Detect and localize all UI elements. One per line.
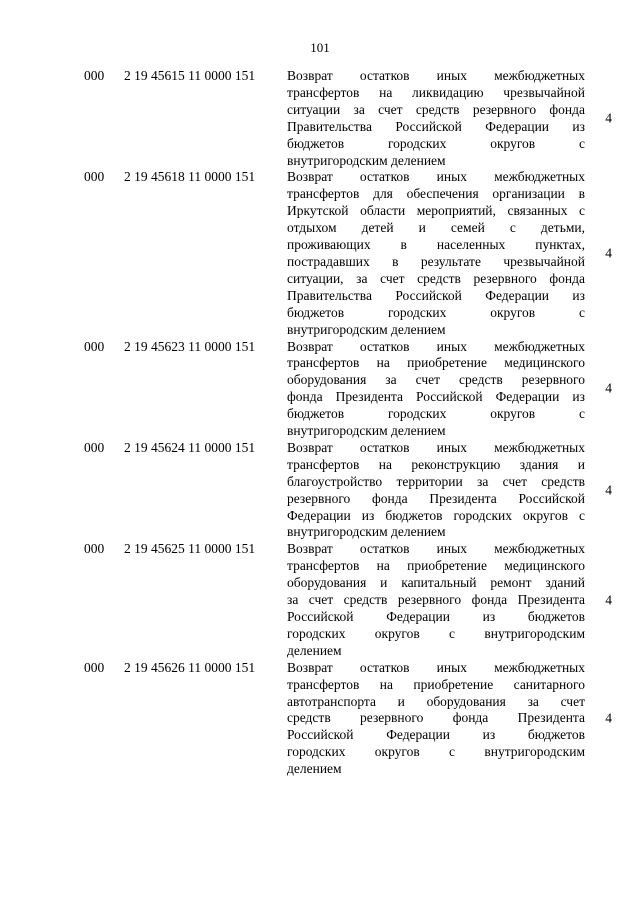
name-line: оборудования и капитальный ремонт зданий [287, 575, 585, 591]
last-column-value: 4 [605, 380, 612, 396]
name-line: Возврат остатков иных межбюджетных [287, 338, 585, 354]
kbk-code: 2 19 45626 11 0000 151 [124, 659, 256, 675]
table-row [0, 339, 640, 440]
revenue-name [287, 660, 585, 778]
name-line: Российской Федерации из бюджетов [287, 609, 585, 624]
revenue-name [287, 68, 585, 169]
name-line: за счет средств резервного фонда Президента [287, 592, 585, 608]
name-line: трансфертов на ликвидацию чрезвычайной [287, 84, 585, 100]
name-line: Федерации из бюджетов городских округов с [287, 507, 585, 523]
name-line: делением [287, 761, 342, 777]
name-line: трансфертов на приобретение медицинского [287, 355, 585, 371]
name-line: фонда Президента Российской Федерации из [287, 389, 585, 405]
name-line: Иркутской области мероприятий, связанных с [287, 203, 585, 219]
name-line: Российской Федерации из бюджетов [287, 727, 585, 743]
name-line: Возврат остатков иных межбюджетных [287, 541, 585, 557]
name-line: бюджетов городских округов с [287, 304, 585, 320]
name-line: отдыхом детей и семей с детьми, [287, 220, 585, 236]
admin-code: 000 [84, 169, 105, 185]
name-line: средств резервного фонда Президента [287, 710, 585, 726]
table-row [0, 169, 640, 338]
page-number: 101 [310, 40, 330, 55]
revenue-name [287, 440, 585, 541]
name-line: Возврат остатков иных межбюджетных [287, 169, 585, 185]
kbk-table [0, 68, 640, 778]
last-column-value: 4 [605, 245, 612, 261]
last-column-value: 4 [605, 710, 612, 726]
admin-code: 000 [84, 541, 105, 557]
name-line: бюджетов городских округов с [287, 406, 585, 422]
last-column-value: 4 [605, 482, 612, 498]
name-line: ситуации за счет средств резервного фонда [287, 101, 585, 117]
name-line: внутригородским делением [287, 423, 446, 439]
name-line: Возврат остатков иных межбюджетных [287, 68, 585, 83]
name-line: трансфертов на реконструкцию здания и [287, 456, 585, 472]
name-line: городских округов с внутригородским [287, 625, 585, 641]
name-line: Правительства Российской Федерации из [287, 287, 585, 303]
name-line: городских округов с внутригородским [287, 744, 585, 760]
table-row [0, 541, 640, 659]
revenue-name [287, 541, 585, 659]
kbk-code: 2 19 45623 11 0000 151 [124, 338, 256, 354]
admin-code: 000 [84, 338, 105, 354]
kbk-code: 2 19 45625 11 0000 151 [124, 541, 256, 557]
name-line: Возврат остатков иных межбюджетных [287, 439, 585, 455]
revenue-name [287, 169, 585, 338]
table-row [0, 660, 640, 778]
admin-code: 000 [84, 659, 105, 675]
name-line: ситуации, за счет средств резервного фонда [287, 270, 585, 286]
name-line: оборудования за счет средств резервного [287, 372, 585, 388]
last-column-value: 4 [605, 110, 612, 126]
name-line: проживающих в населенных пунктах, [287, 237, 585, 253]
name-line: благоустройство территории за счет средств [287, 473, 585, 489]
kbk-code: 2 19 45618 11 0000 151 [124, 169, 256, 185]
name-line: Правительства Российской Федерации из [287, 118, 585, 134]
admin-code: 000 [84, 68, 105, 83]
name-line: трансфертов для обеспечения организации в [287, 186, 585, 202]
revenue-name [287, 339, 585, 440]
table-row [0, 68, 640, 169]
table-row [0, 440, 640, 541]
name-line: делением [287, 642, 342, 658]
name-line: бюджетов городских округов с [287, 135, 585, 151]
name-line: внутригородским делением [287, 152, 446, 168]
name-line: внутригородским делением [287, 524, 446, 540]
name-line: пострадавших в результате чрезвычайной [287, 253, 585, 269]
kbk-code: 2 19 45615 11 0000 151 [124, 68, 256, 83]
name-line: трансфертов на приобретение медицинского [287, 558, 585, 574]
kbk-code: 2 19 45624 11 0000 151 [124, 439, 256, 455]
name-line: резервного фонда Президента Российской [287, 490, 585, 506]
last-column-value: 4 [605, 592, 612, 608]
admin-code: 000 [84, 439, 105, 455]
name-line: автотранспорта и оборудования за счет [287, 693, 585, 709]
name-line: Возврат остатков иных межбюджетных [287, 659, 585, 675]
name-line: трансфертов на приобретение санитарного [287, 676, 585, 692]
name-line: внутригородским делением [287, 321, 446, 337]
